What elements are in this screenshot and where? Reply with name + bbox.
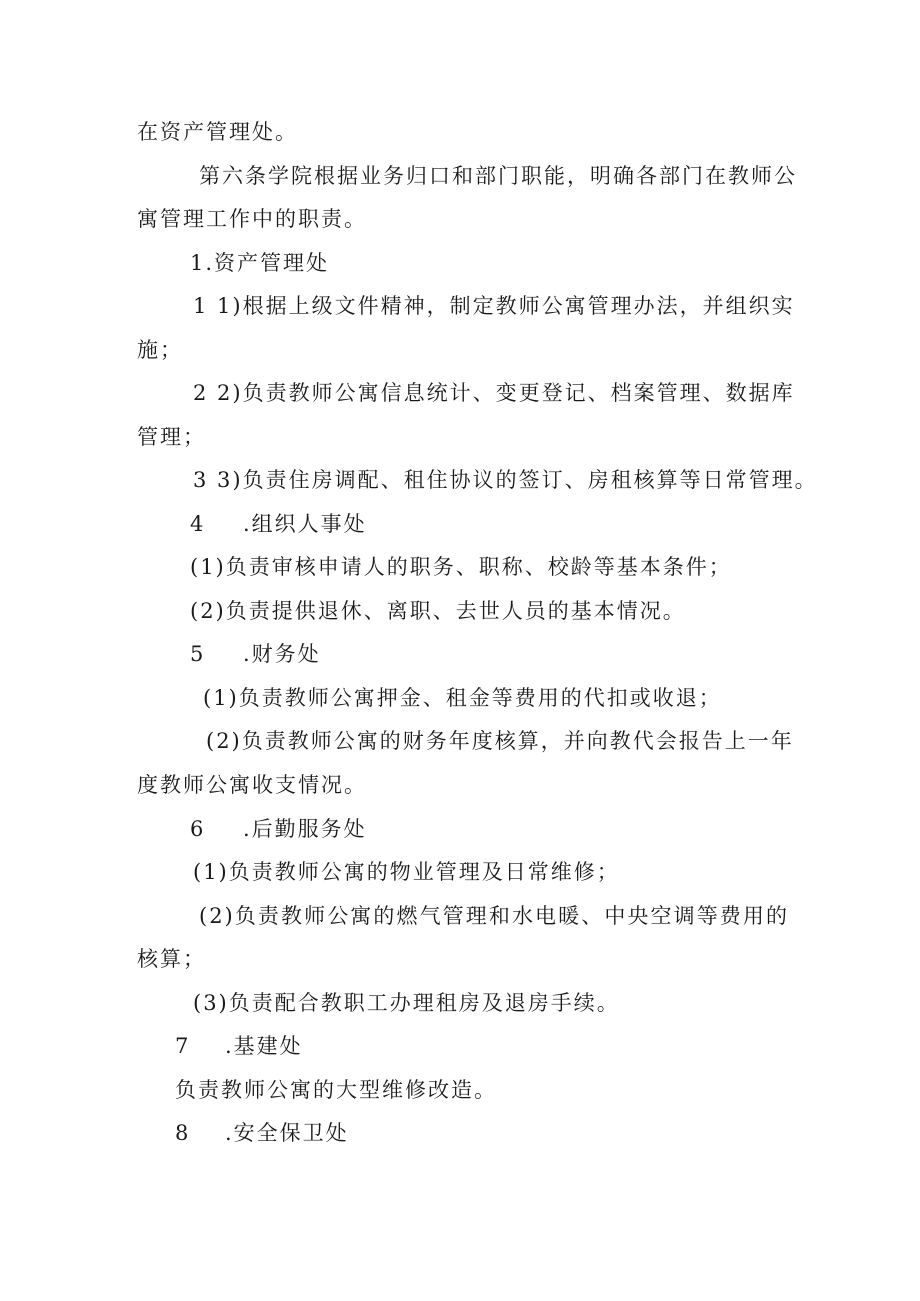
line-text: 3 3)负责住房调配、租住协议的签订、房租核算等日常管理。: [193, 468, 818, 492]
list-item: [193, 292, 795, 320]
list-item: [193, 858, 620, 886]
section-number: 6: [190, 817, 206, 841]
line-text: 在资产管理处。: [137, 120, 298, 144]
line-text: 施；: [137, 338, 183, 362]
section-heading-security: [175, 1119, 349, 1147]
section-number: 4: [190, 512, 206, 536]
list-item: [193, 989, 620, 1017]
section-heading-finance: [190, 640, 321, 668]
section-heading-asset-management: [190, 249, 329, 277]
line-text: .财务处: [243, 642, 321, 666]
paragraph-line: [175, 1076, 497, 1104]
list-item: [193, 466, 818, 494]
line-text: (2)负责教师公寓的财务年度核算，并向教代会报告上一年: [206, 729, 794, 753]
line-text: 2 2)负责教师公寓信息统计、变更登记、档案管理、数据库: [193, 381, 795, 405]
line-text: 核算；: [137, 947, 206, 971]
list-item: [199, 902, 789, 930]
list-item: [206, 727, 794, 755]
line-text: (1)负责审核申请人的职务、职称、校龄等基本条件；: [190, 555, 732, 579]
line-text: 管理；: [137, 425, 206, 449]
line-text: 度教师公寓收支情况。: [137, 773, 367, 797]
line-text: 负责教师公寓的大型维修改造。: [175, 1078, 497, 1102]
list-item: [203, 684, 722, 712]
paragraph-line: [137, 945, 206, 973]
section-number: 5: [190, 642, 206, 666]
section-number: 7: [175, 1034, 191, 1058]
line-text: (1)负责教师公寓押金、租金等费用的代扣或收退；: [203, 686, 722, 710]
list-item: [190, 553, 732, 581]
list-item: [190, 597, 686, 625]
paragraph-line: [137, 118, 298, 146]
paragraph-line: [137, 771, 367, 799]
paragraph-line: [137, 205, 367, 233]
line-text: (3)负责配合教职工办理租房及退房手续。: [193, 991, 620, 1015]
line-text: .组织人事处: [243, 512, 367, 536]
line-text: (2)负责教师公寓的燃气管理和水电暖、中央空调等费用的: [199, 904, 789, 928]
section-heading-personnel: [190, 510, 367, 538]
list-item: [193, 379, 795, 407]
article-six-line: [199, 162, 797, 190]
line-text: .安全保卫处: [225, 1121, 349, 1145]
paragraph-line: [137, 423, 206, 451]
line-text: .后勤服务处: [243, 817, 367, 841]
line-text: .基建处: [225, 1034, 303, 1058]
section-heading-logistics: [190, 815, 367, 843]
line-text: 寓管理工作中的职责。: [137, 207, 367, 231]
line-text: 1 1)根据上级文件精神，制定教师公寓管理办法，并组织实: [193, 294, 795, 318]
line-text: (2)负责提供退休、离职、去世人员的基本情况。: [190, 599, 686, 623]
section-heading-construction: [175, 1032, 303, 1060]
section-number: 8: [175, 1121, 191, 1145]
paragraph-line: [137, 336, 183, 364]
line-text: (1)负责教师公寓的物业管理及日常维修；: [193, 860, 620, 884]
line-text: 第六条学院根据业务归口和部门职能，明确各部门在教师公: [199, 164, 797, 188]
line-text: 1.资产管理处: [190, 251, 330, 275]
